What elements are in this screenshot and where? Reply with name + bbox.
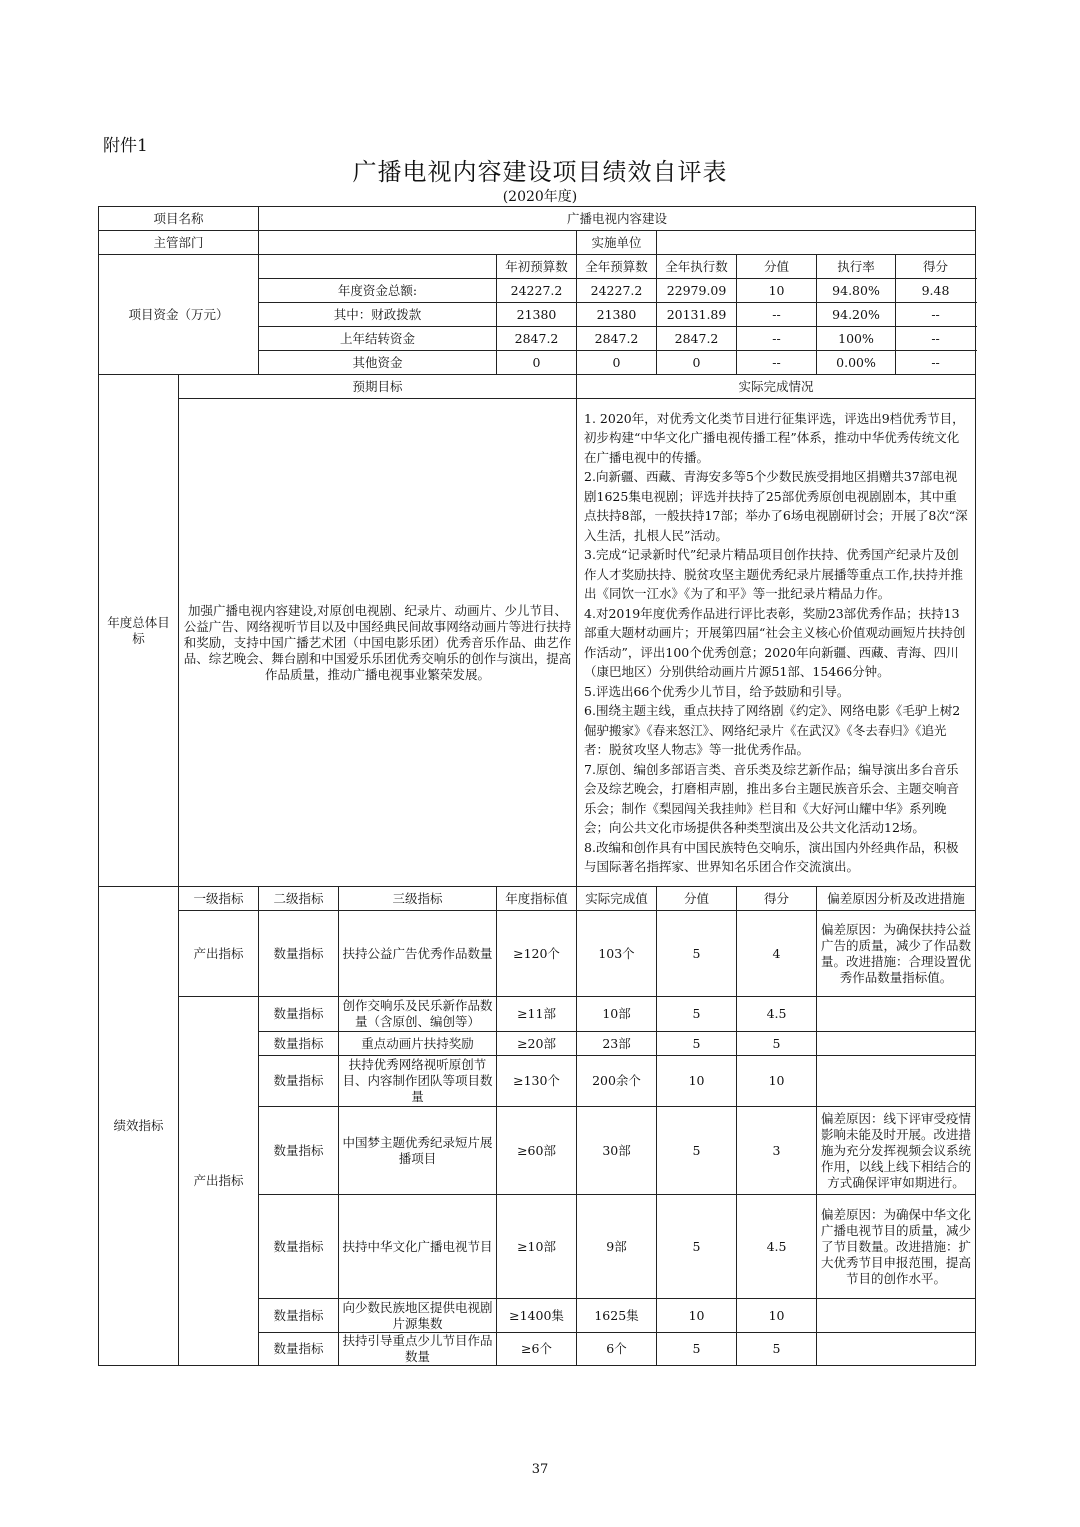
score-value: 5 xyxy=(657,997,737,1032)
project-name-label: 项目名称 xyxy=(99,207,259,231)
funds-header: 全年执行数 xyxy=(657,255,737,279)
third-level-indicator: 重点动画片扶持奖励 xyxy=(339,1032,497,1056)
actual-value: 6个 xyxy=(577,1333,657,1366)
actual-value: 1625集 xyxy=(577,1299,657,1333)
deviation-note xyxy=(817,997,976,1032)
third-level-indicator: 扶持公益广告优秀作品数量 xyxy=(339,911,497,997)
funds-cell: 94.80% xyxy=(817,279,896,302)
deviation-note: 偏差原因：线下评审受疫情影响未能及时开展。改进措施为充分发挥视频会议系统作用，以线上线下相结合的方式确保评审如期进行。 xyxy=(817,1107,976,1195)
actual-value: 9部 xyxy=(577,1195,657,1299)
indicator-row xyxy=(99,997,976,1032)
funds-cell: 9.48 xyxy=(921,282,950,298)
actual-value: 23部 xyxy=(577,1032,657,1056)
indicator-header: 得分 xyxy=(737,887,817,911)
score-value: 5 xyxy=(657,1032,737,1056)
got-value: 10 xyxy=(737,1299,817,1333)
actual-result-cell xyxy=(577,399,976,887)
second-level-indicator: 数量指标 xyxy=(259,1299,339,1333)
indicator-header: 三级指标 xyxy=(339,887,497,911)
expected-goal-text: 加强广播电视内容建设,对原创电视剧、纪录片、动画片、少儿节目、公益广告、网络视听节目以及中国经典民间故事网络动画片等进行扶持和奖励，支持中国广播艺术团（中国电影乐团）优秀音乐作品、曲艺作品、综艺晚会、舞台剧和中国爱乐乐团优秀交响乐的创作与演出，提高作品质量，推动广播电视事业繁荣发展。 xyxy=(179,399,577,887)
funds-cell: 0.00% xyxy=(817,351,896,374)
attachment-label: 附件1 xyxy=(103,136,148,156)
target-value: ≥120个 xyxy=(497,911,577,997)
funds-row-label: 其他资金 xyxy=(259,351,497,375)
deviation-note xyxy=(817,1333,976,1366)
funds-cell: 20131.89 xyxy=(657,303,737,327)
actual-result-text: 1. 2020年，对优秀文化类节目进行征集评选，评选出9档优秀节目，初步构建“中华文化广播电视传播工程”体系，推动中华优秀传统文化在广播电视中的传播。 2.向新疆、西藏、青海安多等5个少数民族受捐地区捐赠共37部电视剧1625集电视剧；评选并扶持了25部优秀原创电视剧剧本，其中重点扶持8部，一般扶持17部；举办了6场电视剧研讨会；开展了8次“深入生活，扎根人民”活动。 3.完成“记录新时代”纪录片精品项目创作扶持、优秀国产纪录片及创作人才奖励扶持、脱贫攻坚主题优秀纪录片展播等重点工作,扶持并推出《同饮一江水》《为了和平》等一批纪录片精品力作。 4.对2019年度优秀作品进行评比表彰，奖励23部优秀作品；扶持13部重大题材动画片；开展第四届“社会主义核心价值观动画短片扶持创作活动”，评出100个优秀创意；2020年向新疆、西藏、青海、四川（康巴地区）分别供给动画片片源51部、15466分钟。 5.评选出66个优秀少儿节目，给予鼓励和引导。 6.围绕主题主线，重点扶持了网络剧《约定》、网络电影《毛驴上树2倔驴搬家》《春来怒江》、网络纪录片《在武汉》《冬去春归》《追光者：脱贫攻坚人物志》等一批优秀作品。 7.原创、编创多部语言类、音乐类及综艺新作品；编导演出多台音乐会及综艺晚会，打磨相声剧，推出多台主题民族音乐会、主题交响音乐会；制作《梨园闯关我挂帅》栏目和《大好河山耀中华》系列晚会；向公共文化市场提供各种类型演出及公共文化活动12场。 8.改编和创作具有中国民族特色交响乐，演出国内外经典作品，积极与国际著名指挥家、世界知名乐团合作交流演出。 xyxy=(584,410,968,874)
third-level-indicator: 扶持优秀网络视听原创节目、内容制作团队等项目数量 xyxy=(339,1056,497,1107)
funds-cell: 2847.2 xyxy=(497,327,577,351)
funds-row-label: 上年结转资金 xyxy=(259,327,497,351)
funds-cell: 21380 xyxy=(497,303,577,327)
evaluation-table xyxy=(98,206,976,1366)
indicator-header: 分值 xyxy=(657,887,737,911)
page-title: 广播电视内容建设项目绩效自评表 xyxy=(352,158,728,186)
funds-cell: -- xyxy=(931,354,940,370)
third-level-indicator: 扶持引导重点少儿节目作品数量 xyxy=(339,1333,497,1366)
goals-content-row xyxy=(99,399,976,887)
score-value: 5 xyxy=(657,1107,737,1195)
implementer-label: 实施单位 xyxy=(577,231,657,255)
indicator-row xyxy=(99,911,976,997)
funds-header: 得分 xyxy=(923,258,949,274)
deviation-note xyxy=(817,1056,976,1107)
actual-value: 200余个 xyxy=(577,1056,657,1107)
indicator-header: 二级指标 xyxy=(259,887,339,911)
funds-row-label: 其中：财政拨款 xyxy=(259,303,497,327)
funds-cell: 94.20% xyxy=(817,303,896,326)
funds-cell: -- xyxy=(737,303,817,327)
page-number: 37 xyxy=(531,1462,549,1477)
first-level-indicator: 产出指标 xyxy=(179,911,259,997)
deviation-note: 偏差原因：为确保扶持公益广告的质量，减少了作品数量。改进措施：合理设置优秀作品数量指标值。 xyxy=(817,911,976,997)
actual-value: 30部 xyxy=(577,1107,657,1195)
indicator-header: 实际完成值 xyxy=(577,887,657,911)
target-value: ≥20部 xyxy=(497,1032,577,1056)
second-level-indicator: 数量指标 xyxy=(259,997,339,1032)
got-value: 4.5 xyxy=(737,997,817,1032)
funds-cell: 2847.2 xyxy=(657,327,737,351)
second-level-indicator: 数量指标 xyxy=(259,1195,339,1299)
third-level-indicator: 向少数民族地区提供电视剧片源集数 xyxy=(339,1299,497,1333)
funds-cell: 100% xyxy=(817,327,896,350)
goals-header-row xyxy=(99,375,976,399)
deviation-note xyxy=(817,1032,976,1056)
deviation-note xyxy=(817,1299,976,1333)
actual-result-header: 实际完成情况 xyxy=(577,375,976,399)
goals-label: 年度总体目标 xyxy=(99,375,179,887)
indicator-header-row xyxy=(99,887,976,911)
funds-row-label: 年度资金总额: xyxy=(259,279,497,303)
target-value: ≥130个 xyxy=(497,1056,577,1107)
funds-cell: 24227.2 xyxy=(577,279,657,303)
funds-split-cell xyxy=(817,327,976,351)
funds-cell: -- xyxy=(931,330,940,346)
third-level-indicator: 中国梦主题优秀纪录短片展播项目 xyxy=(339,1107,497,1195)
got-value: 5 xyxy=(737,1032,817,1056)
funds-label: 项目资金（万元） xyxy=(99,255,259,375)
actual-value: 10部 xyxy=(577,997,657,1032)
score-value: 10 xyxy=(657,1299,737,1333)
funds-cell: 0 xyxy=(497,351,577,375)
funds-blank-header xyxy=(259,255,497,279)
third-level-indicator: 扶持中华文化广播电视节目 xyxy=(339,1195,497,1299)
second-level-indicator: 数量指标 xyxy=(259,911,339,997)
first-level-indicator: 产出指标 xyxy=(179,997,259,1366)
department-label: 主管部门 xyxy=(99,231,259,255)
funds-header-split xyxy=(817,255,976,279)
score-value: 10 xyxy=(657,1056,737,1107)
funds-cell: -- xyxy=(737,327,817,351)
target-value: ≥6个 xyxy=(497,1333,577,1366)
score-value: 5 xyxy=(657,1333,737,1366)
department-row xyxy=(99,231,976,255)
funds-header-row xyxy=(99,255,976,279)
third-level-indicator: 创作交响乐及民乐新作品数量（含原创、编创等） xyxy=(339,997,497,1032)
score-value: 5 xyxy=(657,911,737,997)
got-value: 5 xyxy=(737,1333,817,1366)
got-value: 3 xyxy=(737,1107,817,1195)
target-value: ≥11部 xyxy=(497,997,577,1032)
funds-cell: 24227.2 xyxy=(497,279,577,303)
second-level-indicator: 数量指标 xyxy=(259,1333,339,1366)
got-value: 4 xyxy=(737,911,817,997)
deviation-note: 偏差原因：为确保中华文化广播电视节目的质量，减少了节目数量。改进措施：扩大优秀节目申报范围，提高节目的创作水平。 xyxy=(817,1195,976,1299)
indicator-header: 年度指标值 xyxy=(497,887,577,911)
funds-cell: 2847.2 xyxy=(577,327,657,351)
second-level-indicator: 数量指标 xyxy=(259,1107,339,1195)
department-value xyxy=(259,231,577,255)
funds-header: 全年预算数 xyxy=(577,255,657,279)
funds-header: 执行率 xyxy=(817,255,896,278)
target-value: ≥10部 xyxy=(497,1195,577,1299)
funds-cell: -- xyxy=(931,306,940,322)
second-level-indicator: 数量指标 xyxy=(259,1056,339,1107)
funds-cell: -- xyxy=(737,351,817,375)
year-subtitle: (2020年度) xyxy=(502,189,578,205)
funds-cell: 22979.09 xyxy=(657,279,737,303)
second-level-indicator: 数量指标 xyxy=(259,1032,339,1056)
indicator-header: 偏差原因分析及改进措施 xyxy=(817,887,976,911)
funds-header: 分值 xyxy=(737,255,817,279)
indicator-header: 一级指标 xyxy=(179,887,259,911)
indicators-label: 绩效指标 xyxy=(99,887,179,1366)
project-name-row xyxy=(99,207,976,231)
got-value: 4.5 xyxy=(737,1195,817,1299)
actual-value: 103个 xyxy=(577,911,657,997)
funds-cell: 21380 xyxy=(577,303,657,327)
score-value: 5 xyxy=(657,1195,737,1299)
implementer-value xyxy=(657,231,976,255)
target-value: ≥60部 xyxy=(497,1107,577,1195)
funds-cell: 10 xyxy=(737,279,817,303)
expected-goal-header: 预期目标 xyxy=(179,375,577,399)
funds-split-cell xyxy=(817,279,976,303)
funds-split-cell xyxy=(817,303,976,327)
funds-split-cell xyxy=(817,351,976,375)
funds-header: 年初预算数 xyxy=(497,255,577,279)
got-value: 10 xyxy=(737,1056,817,1107)
project-name-value: 广播电视内容建设 xyxy=(259,207,976,231)
funds-cell: 0 xyxy=(657,351,737,375)
target-value: ≥1400集 xyxy=(497,1299,577,1333)
funds-cell: 0 xyxy=(577,351,657,375)
